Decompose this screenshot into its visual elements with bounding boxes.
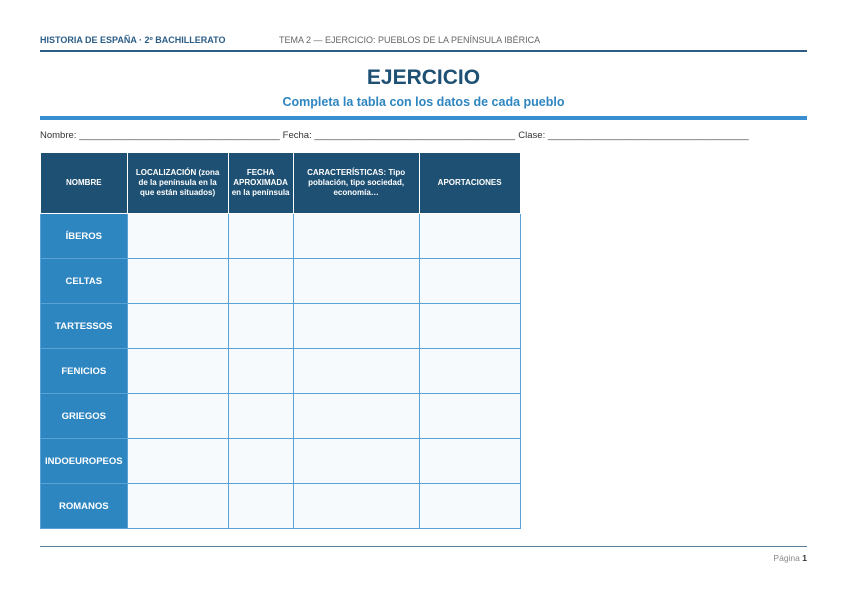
title-divider	[40, 116, 807, 120]
header-caracteristicas: CARACTERÍSTICAS: Tipo población, tipo sociedad, economía…	[293, 153, 419, 214]
page-subtitle: Completa la tabla con los datos de cada pueblo	[282, 95, 565, 109]
row-label: FENICIOS	[41, 349, 128, 394]
cell-caracteristicas[interactable]	[293, 484, 419, 529]
subject-header: HISTORIA DE ESPAÑA · 2º BACHILLERATO	[40, 35, 226, 45]
header-nombre: NOMBRE	[41, 153, 128, 214]
table-row	[41, 349, 521, 394]
table-row	[41, 214, 521, 259]
table-row	[41, 394, 521, 439]
header-divider	[40, 50, 807, 52]
cell-localizacion[interactable]	[127, 484, 228, 529]
cell-caracteristicas[interactable]	[293, 214, 419, 259]
footer-divider	[40, 546, 807, 547]
table-header-row	[41, 153, 521, 214]
cell-caracteristicas[interactable]	[293, 349, 419, 394]
cell-aportaciones[interactable]	[419, 304, 520, 349]
row-label: ÍBEROS	[41, 214, 128, 259]
cell-localizacion[interactable]	[127, 214, 228, 259]
row-label: CELTAS	[41, 259, 128, 304]
page-number	[773, 553, 807, 563]
cell-aportaciones[interactable]	[419, 214, 520, 259]
header-aportaciones: APORTACIONES	[419, 153, 520, 214]
name-field[interactable]: Nombre: ______________________________________	[40, 130, 280, 141]
header-localizacion: LOCALIZACIÓN (zona de la península en la que están situados)	[127, 153, 228, 214]
cell-aportaciones[interactable]	[419, 484, 520, 529]
cell-fecha[interactable]	[228, 349, 293, 394]
cell-fecha[interactable]	[228, 214, 293, 259]
row-label: INDOEUROPEOS	[41, 439, 128, 484]
table-row	[41, 439, 521, 484]
row-label: GRIEGOS	[41, 394, 128, 439]
table-row	[41, 259, 521, 304]
cell-aportaciones[interactable]	[419, 259, 520, 304]
cell-localizacion[interactable]	[127, 304, 228, 349]
cell-aportaciones[interactable]	[419, 394, 520, 439]
cell-fecha[interactable]	[228, 304, 293, 349]
page-number-value: 1	[802, 553, 807, 563]
row-label: ROMANOS	[41, 484, 128, 529]
cell-fecha[interactable]	[228, 439, 293, 484]
cell-fecha[interactable]	[228, 394, 293, 439]
table-row	[41, 304, 521, 349]
cell-caracteristicas[interactable]	[293, 304, 419, 349]
page-title: EJERCICIO	[366, 66, 481, 89]
cell-localizacion[interactable]	[127, 349, 228, 394]
date-field[interactable]: Fecha: ______________________________________	[282, 130, 516, 141]
page-label: Página	[773, 553, 800, 563]
cell-aportaciones[interactable]	[419, 349, 520, 394]
cell-caracteristicas[interactable]	[293, 394, 419, 439]
topic-header: TEMA 2 — EJERCICIO: PUEBLOS DE LA PENÍNSULA IBÉRICA	[279, 35, 541, 45]
cell-caracteristicas[interactable]	[293, 259, 419, 304]
table-row	[41, 484, 521, 529]
row-label: TARTESSOS	[41, 304, 128, 349]
header-fecha: FECHA APROXIMADA en la península	[228, 153, 293, 214]
class-field[interactable]: Clase: ______________________________________	[518, 130, 749, 141]
cell-fecha[interactable]	[228, 484, 293, 529]
cell-aportaciones[interactable]	[419, 439, 520, 484]
student-fields	[40, 130, 749, 141]
cell-localizacion[interactable]	[127, 259, 228, 304]
cell-localizacion[interactable]	[127, 439, 228, 484]
cell-caracteristicas[interactable]	[293, 439, 419, 484]
cell-localizacion[interactable]	[127, 394, 228, 439]
peoples-table	[40, 152, 521, 529]
cell-fecha[interactable]	[228, 259, 293, 304]
